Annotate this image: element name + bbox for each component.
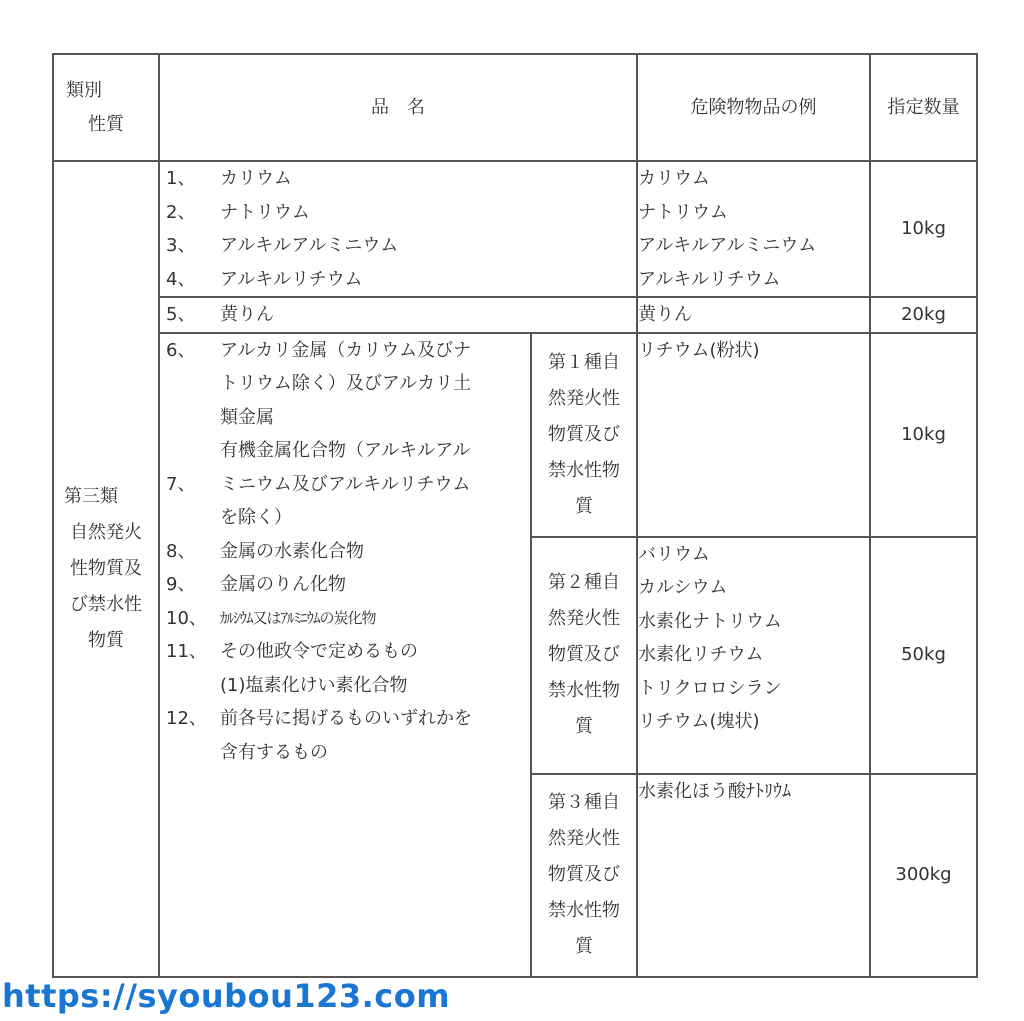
list-item (160, 162, 636, 196)
example-item: アルキルリチウム (638, 268, 781, 290)
list-item (160, 334, 530, 435)
example-item: カリウム (638, 168, 710, 189)
item-name: カリウム (220, 168, 292, 189)
group2-name (159, 297, 637, 333)
header-category-cell (53, 54, 159, 161)
kind1-examples (637, 333, 870, 537)
example-item: バリウム (638, 543, 710, 565)
group2-example: 黄りん (637, 297, 870, 333)
kind2-qty: 50kg (870, 537, 977, 774)
kind3-line: 然発火性 (548, 828, 620, 849)
header-category-line2: 性質 (88, 113, 124, 135)
group3-names (159, 333, 531, 977)
kind1-line: 然発火性 (548, 387, 620, 409)
category-cell (53, 161, 159, 977)
kind1-line: 物質及び (548, 423, 620, 445)
group1-examples (637, 161, 870, 297)
item-name-line: 類金属 (220, 406, 274, 428)
example-item: カルシウム (638, 577, 728, 598)
item-name-line: ｶﾙｼｳﾑ又はｱﾙﾐﾆｳﾑの炭化物 (220, 608, 376, 627)
kind3-label (531, 774, 637, 977)
item-name-line: その他政令で定めるもの (220, 641, 418, 662)
kind3-line: 禁水性物 (548, 900, 620, 921)
list-item (160, 535, 530, 569)
header-row (53, 54, 977, 161)
item-number: 2、 (166, 201, 196, 223)
example-item: 水素化ほう酸ﾅﾄﾘｳﾑ (638, 780, 791, 802)
item-name-line: を除く） (220, 507, 292, 528)
item-name-line: ミニウム及びアルキルリチウム (220, 473, 471, 495)
item-number: 8、 (166, 540, 196, 562)
item-number: 1、 (166, 168, 196, 189)
site-url-watermark: https://syoubou123.com (2, 977, 451, 1015)
example-item: ナトリウム (638, 201, 728, 223)
list-item (160, 298, 636, 332)
list-item (160, 229, 636, 263)
group1-qty: 10kg (870, 161, 977, 297)
item-number: 6、 (166, 339, 196, 361)
item-name-line: 含有するもの (220, 741, 328, 763)
kind2-line: 質 (575, 716, 593, 737)
category-line5: 物質 (88, 629, 124, 651)
example-item: 水素化リチウム (638, 644, 764, 665)
item-number: 7、 (166, 474, 196, 495)
item-name: ナトリウム (220, 201, 310, 223)
header-designated-qty: 指定数量 (870, 54, 977, 161)
header-examples: 危険物物品の例 (637, 54, 870, 161)
kind1-qty: 10kg (870, 333, 977, 537)
list-item (160, 196, 636, 230)
kind2-line: 第２種自 (548, 572, 620, 593)
item-number: 10、 (166, 607, 207, 629)
hazardous-materials-table (52, 53, 978, 978)
list-item (160, 263, 636, 297)
item-name-line: トリウム除く）及びアルカリ土 (220, 373, 472, 394)
item-number: 11、 (166, 641, 207, 662)
item-number: 4、 (166, 268, 196, 290)
list-item (160, 635, 530, 702)
kind1-line: 禁水性物 (548, 459, 620, 481)
kind1-line: 質 (575, 495, 593, 517)
example-item: アルキルアルミニウム (638, 235, 817, 256)
kind1-label (531, 333, 637, 537)
kind1-line: 第１種自 (548, 351, 620, 373)
kind3-line: 物質及び (548, 864, 620, 885)
example-item: トリクロロシラン (638, 677, 782, 699)
kind2-label (531, 537, 637, 774)
kind2-examples (637, 537, 870, 774)
item-name: アルキルアルミニウム (220, 235, 399, 256)
item-name-line: アルカリ金属（カリウム及びナ (220, 339, 472, 361)
item-name-line: 金属の水素化合物 (220, 540, 364, 562)
group1-names (159, 161, 637, 297)
item-name-line: 有機金属化合物（アルキルアル (220, 440, 471, 461)
kind3-line: 質 (575, 936, 593, 957)
header-product-name: 品 名 (159, 54, 637, 161)
group2-qty: 20kg (870, 297, 977, 333)
category-line4: び禁水性 (70, 593, 142, 615)
item-number: 12、 (166, 708, 207, 729)
example-item: 水素化ナトリウム (638, 610, 782, 632)
list-item (160, 702, 530, 769)
group1-row (53, 161, 977, 297)
item-number: 9、 (166, 574, 196, 595)
category-line2: 自然発火 (70, 521, 142, 543)
list-item (160, 602, 530, 636)
category-line3: 性物質及 (70, 557, 142, 579)
kind2-line: 物質及び (548, 644, 620, 665)
example-item: リチウム(粉状) (638, 339, 760, 361)
category-line1: 第三類 (64, 485, 118, 507)
group2-row (53, 297, 977, 333)
kind3-examples (637, 774, 870, 977)
kind2-line: 然発火性 (548, 608, 620, 629)
example-item: リチウム(塊状) (638, 711, 760, 732)
item-name-line: (1)塩素化けい素化合物 (220, 674, 408, 696)
list-item (160, 434, 530, 535)
item-name-line: 前各号に掲げるものいずれかを (220, 708, 472, 729)
kind3-qty: 300kg (870, 774, 977, 977)
group3-kind1-row (53, 333, 977, 537)
item-name-line: 金属のりん化物 (220, 574, 346, 595)
kind2-line: 禁水性物 (548, 680, 620, 701)
kind3-line: 第３種自 (548, 792, 620, 813)
item-number: 3、 (166, 235, 196, 256)
list-item (160, 568, 530, 602)
header-category-line1: 類別 (66, 80, 102, 101)
item-name: アルキルリチウム (220, 268, 363, 290)
item-name: 黄りん (220, 304, 274, 325)
item-number: 5、 (166, 304, 196, 325)
